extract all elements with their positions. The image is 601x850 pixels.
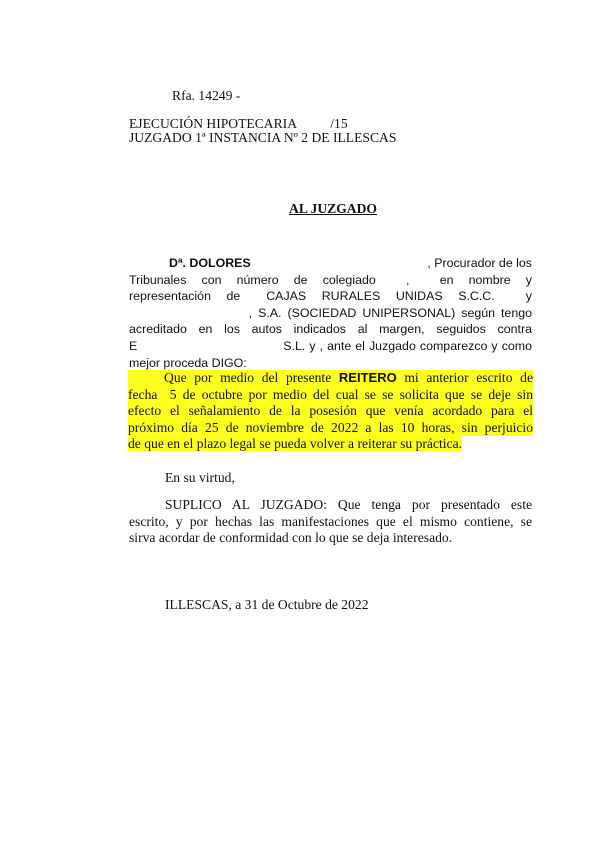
suplico-line-3: sirva acordar de conformidad con lo que se deja interesado. bbox=[129, 530, 453, 546]
highlight-line-4: próximo día 25 de noviembre de 2022 a las 10 horas, sin perjuicio bbox=[128, 419, 533, 435]
heading: AL JUZGADO bbox=[289, 201, 377, 216]
case-type: EJECUCIÓN HIPOTECARIA /15 bbox=[129, 116, 348, 131]
highlight-line-1-post: mi anterior escrito de bbox=[404, 370, 533, 385]
intro-line-3: representación de CAJAS RURALES UNIDAS S.C.C. y bbox=[129, 289, 532, 304]
intro-line-5: acreditado en los autos indicados al margen, seguidos contra bbox=[129, 322, 532, 337]
procurador-name: Dª. DOLORES bbox=[169, 256, 251, 270]
intro-line-2: Tribunales con número de colegiado , en nombre y bbox=[129, 272, 532, 287]
highlight-line-5 bbox=[128, 436, 533, 453]
highlight-line-2: fecha 5 de octubre por medio del cual se se solicita que se deje sin bbox=[128, 386, 533, 402]
highlight-line-3: efecto el señalamiento de la posesión que venía acordado para el bbox=[128, 403, 533, 419]
reitero-word: REITERO bbox=[338, 370, 397, 385]
intro-line-1-rest: , Procurador de los bbox=[427, 256, 532, 270]
highlight-line-1 bbox=[128, 370, 533, 387]
intro-line-1 bbox=[129, 255, 532, 272]
intro-paragraph bbox=[129, 255, 532, 371]
date-line: ILLESCAS, a 31 de Octubre de 2022 bbox=[165, 597, 369, 612]
court-name: JUZGADO 1ª INSTANCIA Nº 2 DE ILLESCAS bbox=[129, 130, 397, 145]
highlighted-paragraph bbox=[128, 370, 533, 453]
reference-number: Rfa. 14249 - bbox=[172, 88, 241, 103]
suplico-paragraph bbox=[129, 497, 532, 547]
highlight-line-5-text: de que en el plazo legal se pueda volver a reiterar su práctica. bbox=[128, 436, 463, 452]
intro-line-4: , S.A. (SOCIEDAD UNIPERSONAL) según tengo bbox=[129, 305, 532, 320]
intro-line-7: mejor proceda DIGO: bbox=[129, 355, 247, 370]
intro-line-6: E S.L. y , ante el Juzgado comparezco y como bbox=[129, 338, 532, 353]
suplico-line-1: SUPLICO AL JUZGADO: Que tenga por presentado este bbox=[165, 497, 532, 512]
highlight-line-1-pre: Que por medio del presente bbox=[164, 370, 332, 385]
en-su-virtud: En su virtud, bbox=[165, 470, 235, 485]
suplico-line-2: escrito, y por hechas las manifestaciones que el mismo contiene, se bbox=[129, 513, 532, 529]
